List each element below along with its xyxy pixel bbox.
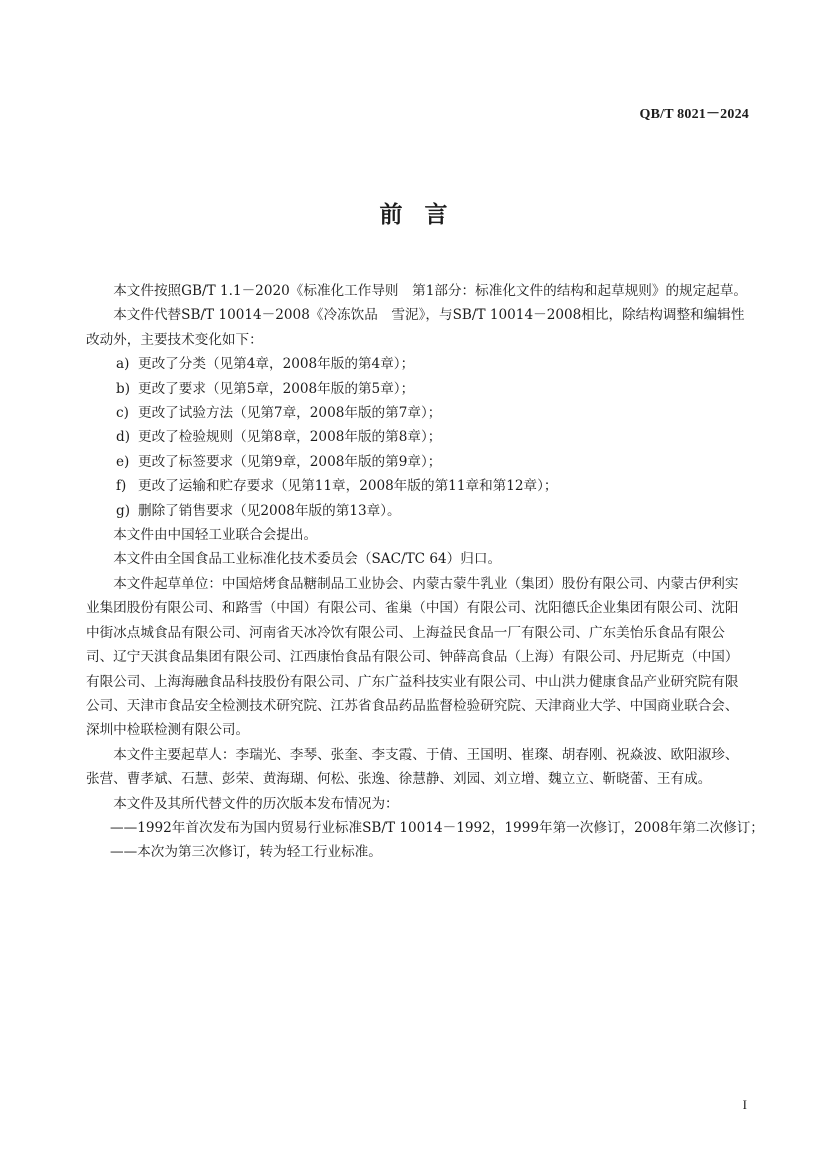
list-marker: d) [116,429,131,446]
list-item [86,377,752,401]
list-text: 更改了标签要求（见第9章，2008年版的第9章）； [138,453,442,470]
changes-list [86,352,752,523]
list-item [86,425,752,449]
list-item [86,450,752,474]
page-number: I [742,1097,747,1112]
standard-code: QB/T 8021－2024 [639,107,749,122]
list-item [86,499,752,523]
proposed-by-paragraph: 本文件由中国轻工业联合会提出。 [113,527,318,544]
history-intro-paragraph: 本文件及其所代替文件的历次版本发布情况为： [113,795,399,812]
list-text: 更改了要求（见第5章，2008年版的第5章）； [138,380,415,397]
list-marker: b) [116,380,131,397]
list-marker: f) [116,478,127,495]
list-marker: e) [116,453,130,470]
list-text: 更改了分类（见第4章，2008年版的第4章）； [138,356,415,373]
list-item [86,352,752,376]
history-item: ——1992年首次发布为国内贸易行业标准SB/T 10014－1992，1999年第一次修订，2008年第二次修订； [110,819,764,836]
list-text: 删除了销售要求（见2008年版的第13章）。 [138,502,401,519]
list-marker: g) [116,502,131,519]
drafters-paragraph: 本文件主要起草人：李瑞光、李琴、张奎、李支霞、于倩、王国明、崔璨、胡春刚、祝焱波、欧阳淑珍、张营、曹孝斌、石慧、彭荣、黄海瑚、何松、张逸、徐慧静、刘园、刘立增、魏立立、靳晓蕾、王有成。 [86,746,739,788]
list-text: 更改了运输和贮存要求（见第11章，2008年版的第11章和第12章）； [138,478,558,495]
list-text: 更改了试验方法（见第7章，2008年版的第7章）； [138,405,442,422]
basis-paragraph: 本文件按照GB/T 1.1－2020《标准化工作导则 第1部分：标准化文件的结构和起草规则》的规定起草。 [113,283,748,299]
foreword-body [86,279,764,865]
centralized-by-paragraph: 本文件由全国食品工业标准化技术委员会（SAC/TC 64）归口。 [113,551,502,568]
list-item [86,474,752,498]
replacement-paragraph: 本文件代替SB/T 10014－2008《冷冻饮品 雪泥》，与SB/T 10014－2008相比，除结构调整和编辑性改动外，主要技术变化如下： [86,307,745,348]
list-marker: a) [116,356,130,373]
list-item [86,401,752,425]
drafting-units-paragraph: 本文件起草单位：中国焙烤食品糖制品工业协会、内蒙古蒙牛乳业（集团）股份有限公司、内蒙古伊利实业集团股份有限公司、和路雪（中国）有限公司、雀巢（中国）有限公司、沈阳德氏企业集团有限公司、沈阳中街冰点城食品有限公司、河南省天冰冷饮有限公司、上海益民食品一厂有限公司、广东美怡乐食品有限公司、辽宁天淇食品集团有限公司、江西康怡食品有限公司、钟薛高食品（上海）有限公司、丹尼斯克（中国）有限公司、上海海融食品科技股份有限公司、广东广益科技实业有限公司、中山洪力健康食品产业研究院有限公司、天津市食品安全检测技术研究院、江苏省食品药品监督检验研究院、天津商业大学、中国商业联合会、深圳中检联检测有限公司。 [86,575,739,739]
history-item: ——本次为第三次修订，转为轻工行业标准。 [110,844,382,861]
list-marker: c) [116,405,129,422]
page-title: 前言 [379,202,470,228]
list-text: 更改了检验规则（见第8章，2008年版的第8章）； [138,429,442,446]
